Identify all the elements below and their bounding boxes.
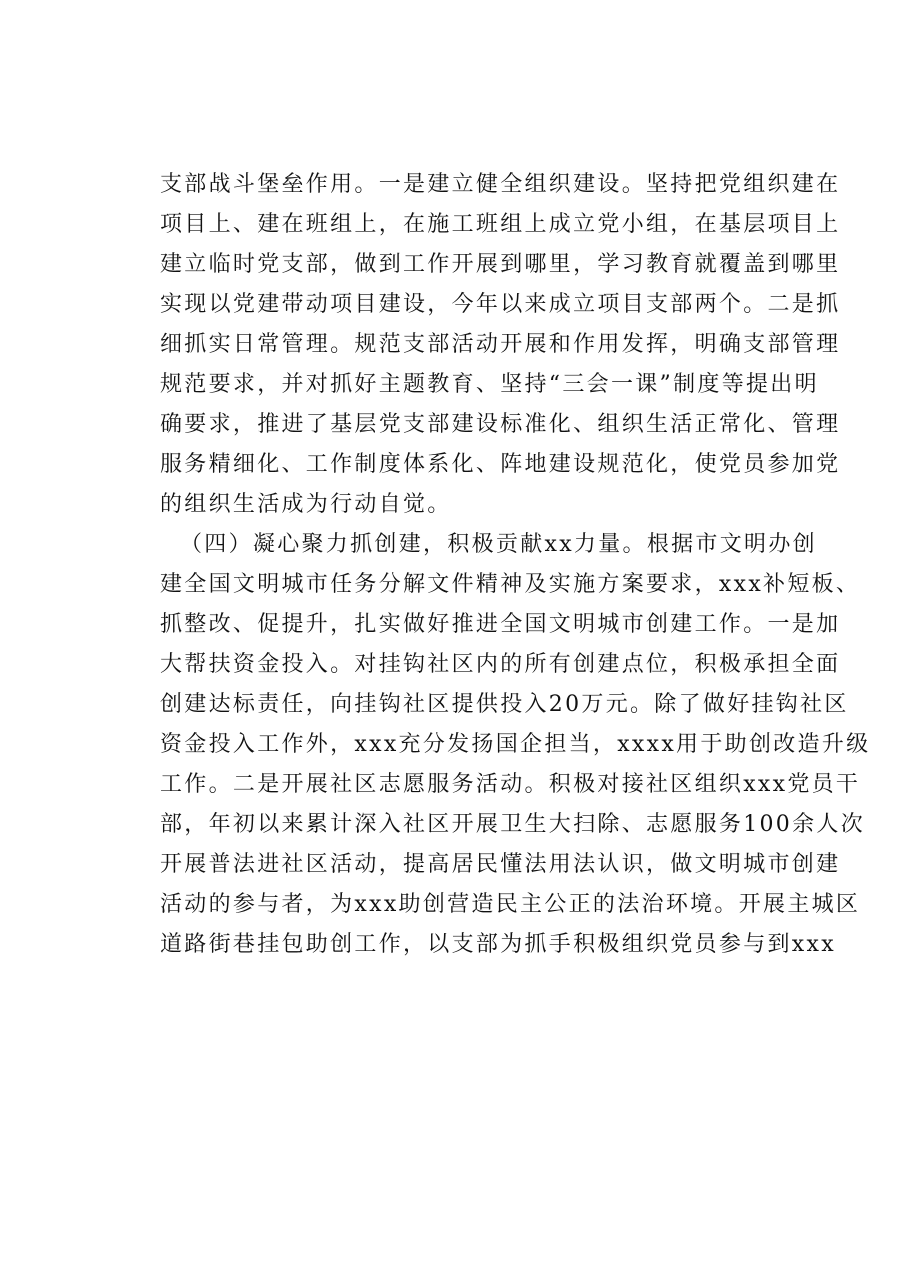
text-line: 活动的参与者，为xxx助创营造民主公正的法治环境。开展主城区: [160, 892, 861, 917]
section-heading-line: （四）凝心聚力抓创建，积极贡献xx力量。根据市文明办创: [180, 532, 817, 557]
text-line: 确要求，推进了基层党支部建设标准化、组织生活正常化、管理: [160, 412, 841, 437]
text-line: 支部战斗堡垒作用。一是建立健全组织建设。坚持把党组织建在: [160, 172, 841, 197]
text-line: 道路街巷挂包助创工作，以支部为抓手积极组织党员参与到xxx: [160, 932, 836, 957]
text-line: 创建达标责任，向挂钩社区提供投入20万元。除了做好挂钩社区: [160, 692, 849, 717]
text-line: 项目上、建在班组上，在施工班组上成立党小组，在基层项目上: [160, 212, 841, 237]
text-line: 大帮扶资金投入。对挂钩社区内的所有创建点位，积极承担全面: [160, 652, 841, 677]
text-line: 建立临时党支部，做到工作开展到哪里，学习教育就覆盖到哪里: [160, 252, 841, 277]
text-line: 资金投入工作外，xxx充分发扬国企担当，xxxx用于助创改造升级: [160, 732, 871, 757]
text-line: 实现以党建带动项目建设，今年以来成立项目支部两个。二是抓: [160, 292, 841, 317]
text-line: 细抓实日常管理。规范支部活动开展和作用发挥，明确支部管理: [160, 332, 841, 357]
body-text: [160, 165, 871, 965]
text-line: 建全国文明城市任务分解文件精神及实施方案要求，xxx补短板、: [160, 572, 861, 597]
text-line: 开展普法进社区活动，提高居民懂法用法认识，做文明城市创建: [160, 852, 841, 877]
text-line: 部，年初以来累计深入社区开展卫生大扫除、志愿服务100余人次: [160, 812, 865, 837]
text-line: 工作。二是开展社区志愿服务活动。积极对接社区组织xxx党员干: [160, 772, 861, 797]
text-line: 的组织生活成为行动自觉。: [160, 492, 452, 517]
text-line: 抓整改、促提升，扎实做好推进全国文明城市创建工作。一是加: [160, 612, 841, 637]
text-line: 规范要求，并对抓好主题教育、坚持“三会一课”制度等提出明: [160, 372, 819, 397]
text-line: 服务精细化、工作制度体系化、阵地建设规范化，使党员参加党: [160, 452, 841, 477]
